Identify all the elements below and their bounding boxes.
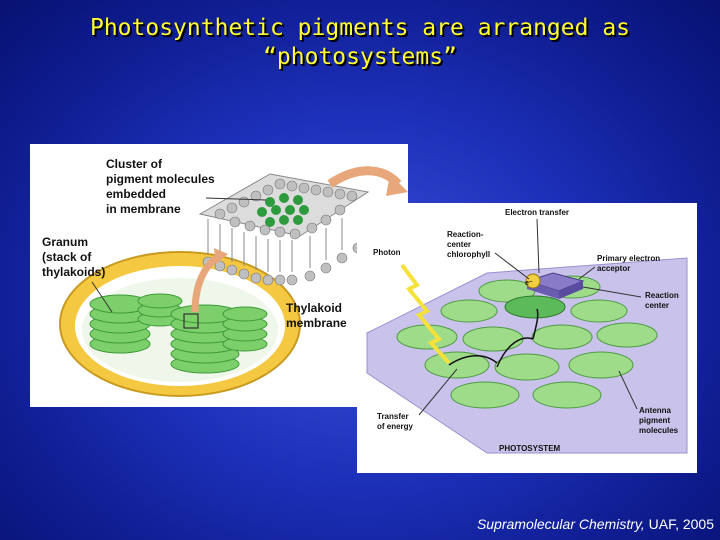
- svg-text:acceptor: acceptor: [597, 264, 631, 273]
- chloroplast-illustration: [30, 144, 408, 407]
- footer-year: UAF, 2005: [644, 516, 714, 532]
- svg-text:pigment: pigment: [639, 416, 671, 425]
- footer-source: Supramolecular Chemistry,: [476, 516, 645, 532]
- svg-text:Reaction-: Reaction-: [447, 230, 484, 239]
- title-line-1: Photosynthetic pigments are arranged as: [89, 15, 631, 41]
- svg-text:center: center: [645, 301, 670, 310]
- photon-label: Photon: [373, 248, 401, 257]
- svg-text:Primary electron: Primary electron: [597, 254, 661, 263]
- photosystem-illustration: [357, 203, 697, 473]
- svg-text:Transfer: Transfer: [377, 412, 409, 421]
- svg-text:in membrane: in membrane: [106, 202, 181, 216]
- svg-text:chlorophyll: chlorophyll: [447, 250, 491, 259]
- svg-text:of energy: of energy: [377, 422, 414, 431]
- svg-text:center: center: [447, 240, 472, 249]
- svg-text:Granum: Granum: [42, 235, 89, 249]
- svg-text:embedded: embedded: [106, 187, 167, 201]
- svg-text:thylakoids): thylakoids): [42, 265, 106, 279]
- svg-text:(stack of: (stack of: [42, 250, 92, 264]
- svg-text:Antenna: Antenna: [639, 406, 671, 415]
- svg-text:Thylakoid: Thylakoid: [286, 301, 343, 315]
- chloroplast-figure: [30, 144, 408, 407]
- footer-credit: [477, 516, 714, 532]
- electron-transfer-label: Electron transfer: [505, 208, 570, 217]
- title-line-2: “photosystems”: [263, 44, 457, 70]
- svg-text:pigment molecules: pigment molecules: [106, 172, 215, 186]
- electron-symbol: e⁻: [525, 280, 533, 287]
- thylakoid-membrane-label: [286, 301, 347, 330]
- svg-text:Reaction: Reaction: [645, 291, 679, 300]
- svg-text:membrane: membrane: [286, 316, 347, 330]
- photosystem-figure: [357, 203, 697, 473]
- photosystem-caption: PHOTOSYSTEM: [499, 444, 561, 453]
- svg-text:Cluster of: Cluster of: [106, 157, 163, 171]
- svg-text:molecules: molecules: [639, 426, 679, 435]
- slide-title: [0, 14, 720, 72]
